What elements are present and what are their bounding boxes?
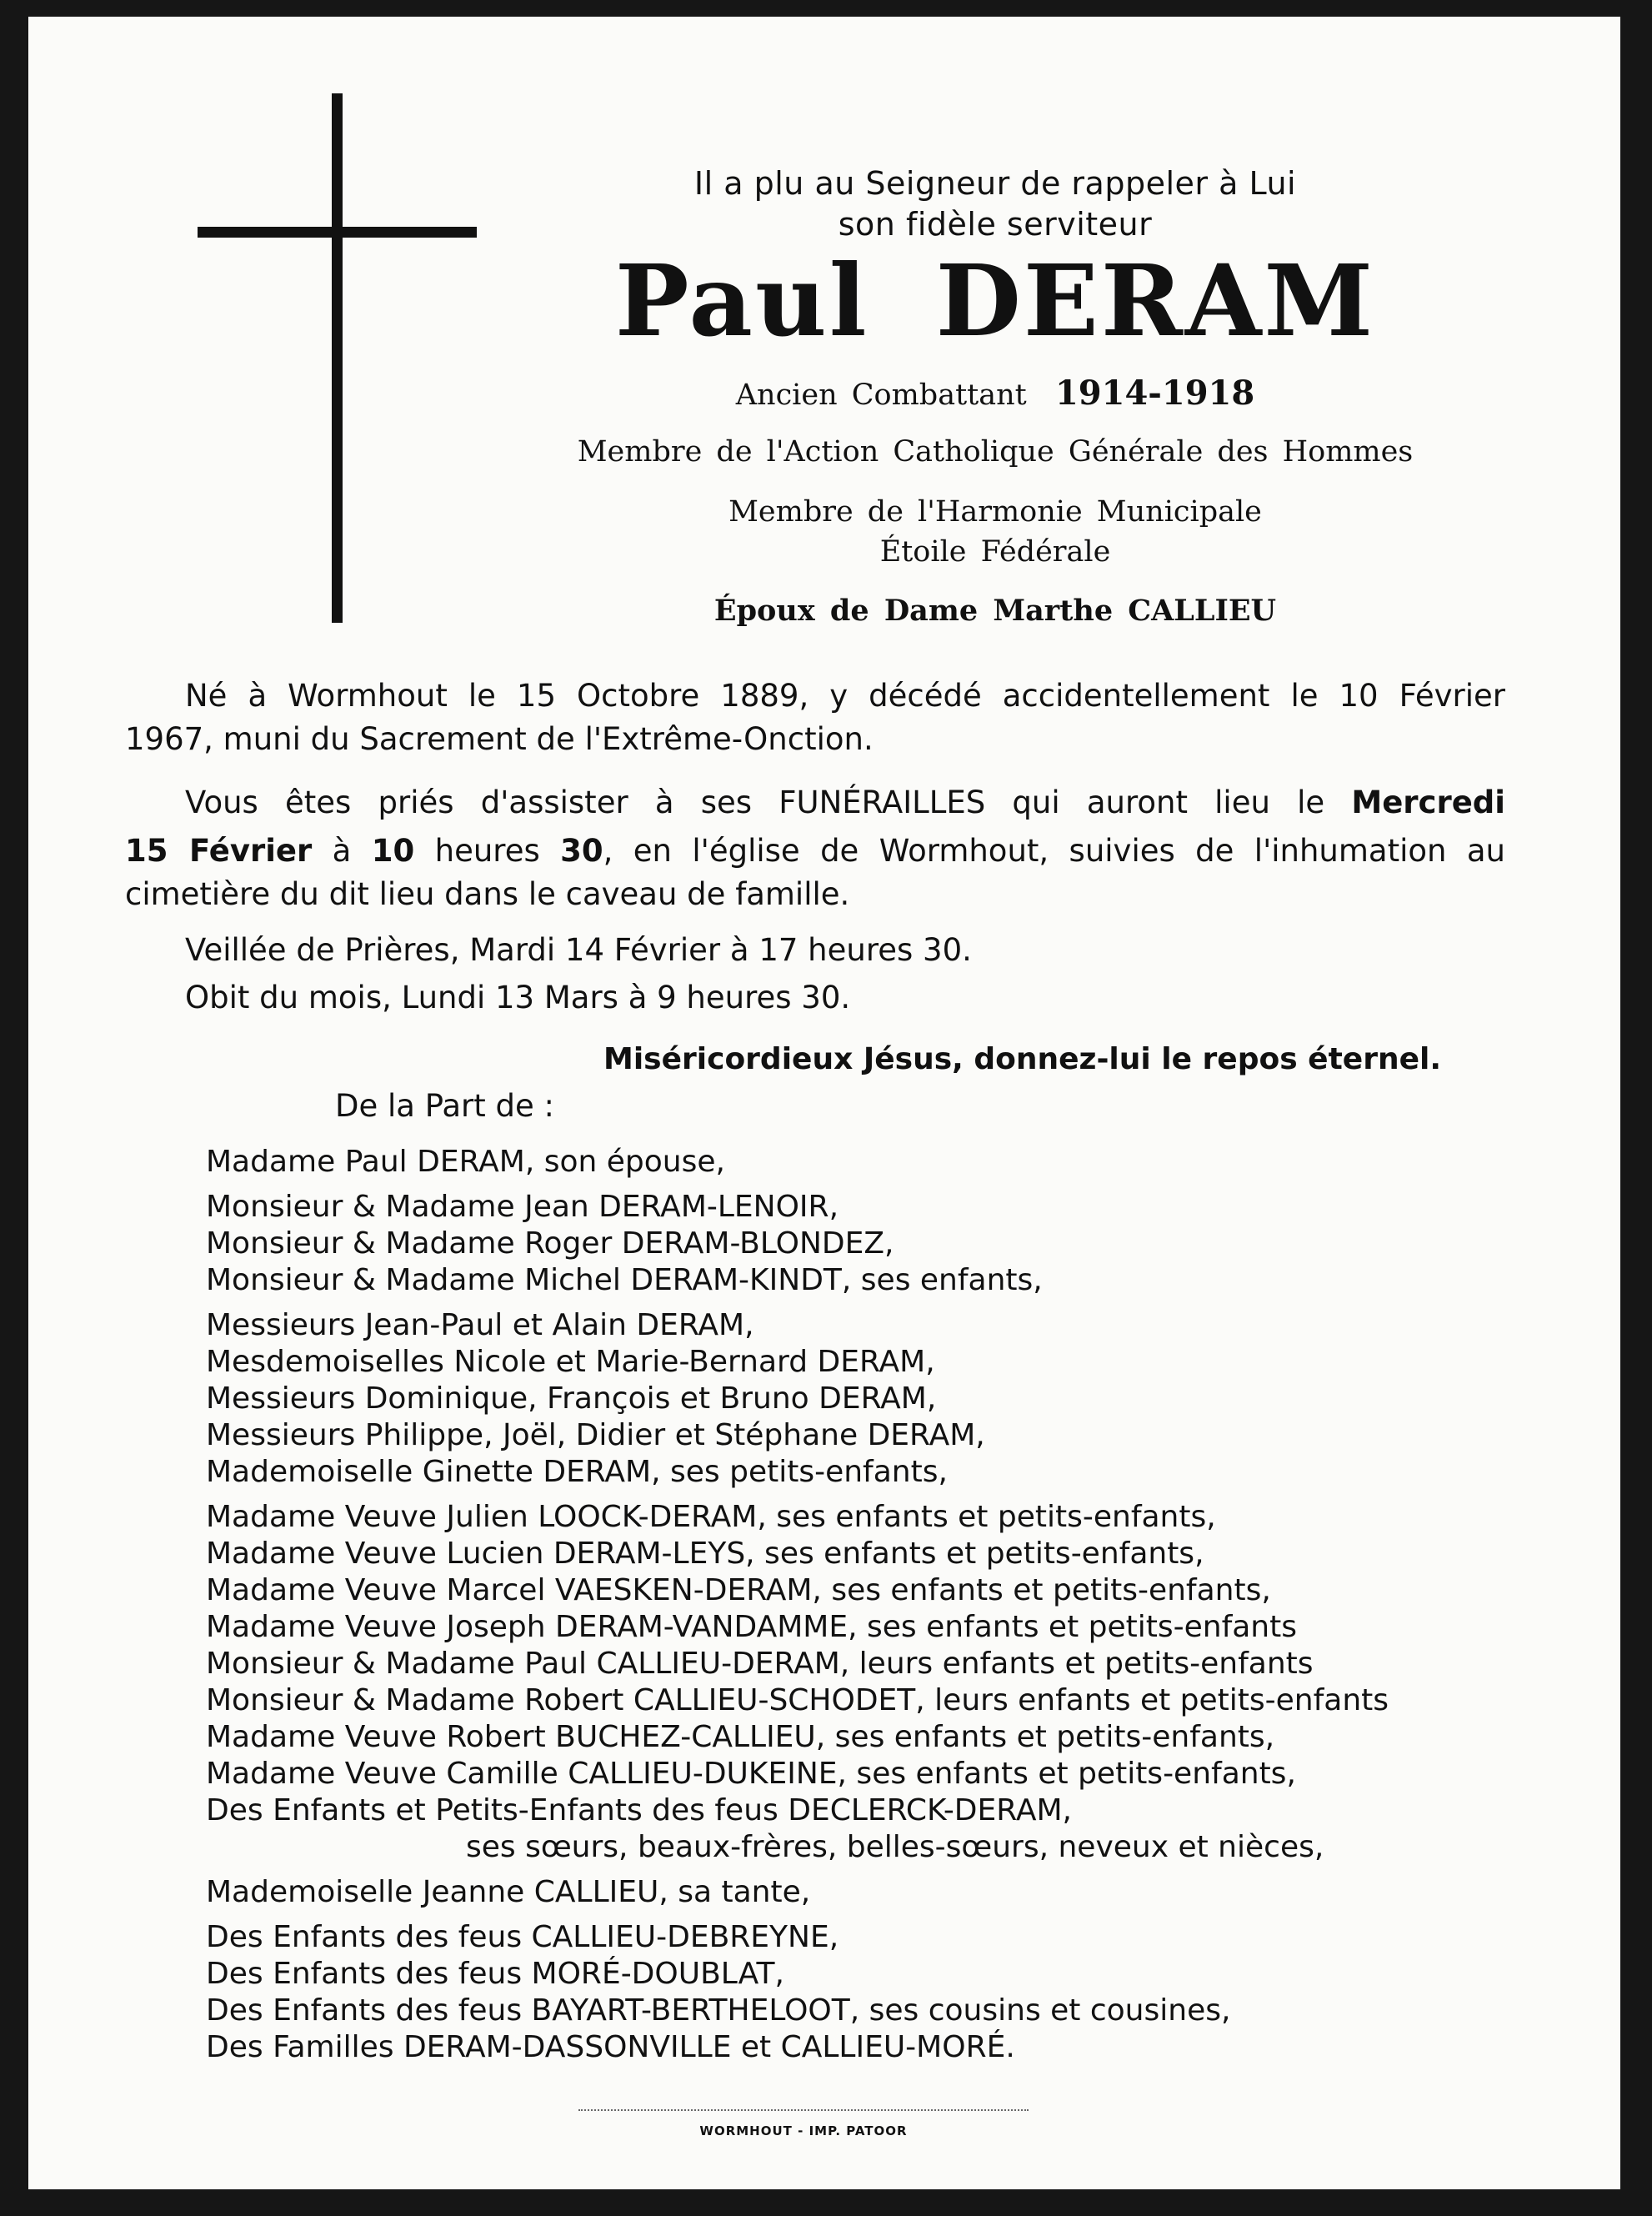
list-item: Messieurs Dominique, François et Bruno DERAM, — [206, 1381, 937, 1416]
obit-line: Obit du mois, Lundi 13 Mars à 9 heures 30. — [185, 980, 851, 1015]
family-list — [206, 1144, 1389, 2074]
list-item: Monsieur & Madame Roger DERAM-BLONDEZ, — [206, 1226, 894, 1261]
list-item: Madame Veuve Camille CALLIEU-DUKEINE, ses enfants et petits-enfants, — [206, 1757, 1296, 1791]
title-veteran: Ancien Combattant 1914-1918 — [735, 374, 1255, 413]
title-action-catholique: Membre de l'Action Catholique Générale des Hommes — [577, 435, 1414, 469]
printer-imprint: WORMHOUT - IMP. PATOOR — [699, 2123, 908, 2138]
obituary-sheet — [28, 17, 1620, 2189]
funeral-line-2: 15 Février à 10 heures 30, en l'église de Wormhout, suivies de l'inhumation au — [125, 833, 1505, 869]
list-item: Madame Veuve Lucien DERAM-LEYS, ses enfants et petits-enfants, — [206, 1537, 1204, 1571]
family-group-grandchildren — [206, 1307, 1389, 1491]
family-group-siblings — [206, 1499, 1389, 1866]
list-item: Des Enfants et Petits-Enfants des feus DECLERCK-DERAM, — [206, 1793, 1072, 1827]
list-item: Monsieur & Madame Michel DERAM-KINDT, ses enfants, — [206, 1263, 1043, 1297]
list-item: Monsieur & Madame Paul CALLIEU-DERAM, leurs enfants et petits-enfants — [206, 1647, 1314, 1681]
list-item: Mademoiselle Jeanne CALLIEU, sa tante, — [206, 1875, 811, 1909]
vigil-line: Veillée de Prières, Mardi 14 Février à 17 heures 30. — [185, 932, 972, 968]
intro-line-1: Il a plu au Seigneur de rappeler à Lui — [693, 165, 1297, 202]
deceased-name — [545, 243, 1445, 358]
list-item: Monsieur & Madame Robert CALLIEU-SCHODET, leurs enfants et petits-enfants — [206, 1683, 1389, 1717]
first-name: Paul — [614, 243, 869, 358]
list-item: Des Enfants des feus MORÉ-DOUBLAT, — [206, 1957, 784, 1991]
cross-icon-bar — [198, 227, 477, 238]
funeral-line-1: Vous êtes priés d'assister à ses FUNÉRAILLES qui auront lieu le Mercredi — [185, 785, 1505, 820]
list-item: Madame Veuve Robert BUCHEZ-CALLIEU, ses enfants et petits-enfants, — [206, 1720, 1275, 1754]
title-etoile: Étoile Fédérale — [879, 535, 1111, 569]
family-group-spouse — [206, 1144, 1389, 1181]
list-item: Messieurs Philippe, Joël, Didier et Stéphane DERAM, — [206, 1418, 985, 1452]
list-item: Messieurs Jean-Paul et Alain DERAM, — [206, 1308, 754, 1342]
title-harmonie: Membre de l'Harmonie Municipale — [728, 495, 1262, 529]
list-item: Mademoiselle Ginette DERAM, ses petits-enfants, — [206, 1455, 948, 1489]
family-group-aunt — [206, 1874, 1389, 1911]
list-item: Des Enfants des feus CALLIEU-DEBREYNE, — [206, 1920, 839, 1954]
funeral-line-3: cimetière du dit lieu dans le caveau de famille. — [125, 876, 850, 912]
list-item: Des Enfants des feus BAYART-BERTHELOOT, ses cousins et cousines, — [206, 1993, 1231, 2028]
list-item: Madame Veuve Julien LOOCK-DERAM, ses enfants et petits-enfants, — [206, 1500, 1216, 1534]
list-item: Monsieur & Madame Jean DERAM-LENOIR, — [206, 1190, 839, 1224]
list-item: ses sœurs, beaux-frères, belles-sœurs, neveux et nièces, — [466, 1830, 1324, 1864]
cross-icon — [332, 93, 343, 623]
family-group-cousins — [206, 1919, 1389, 2066]
family-group-children — [206, 1189, 1389, 1299]
intro-line-2: son fidèle serviteur — [838, 206, 1153, 243]
prayer-line: Miséricordieux Jésus, donnez-lui le repos éternel. — [603, 1042, 1442, 1076]
birth-line-1: Né à Wormhout le 15 Octobre 1889, y décédé accidentellement le 10 Février — [185, 678, 1505, 714]
list-item: Des Familles DERAM-DASSONVILLE et CALLIEU-MORÉ. — [206, 2030, 1015, 2064]
from-line: De la Part de : — [335, 1088, 555, 1124]
list-item: Madame Veuve Joseph DERAM-VANDAMME, ses enfants et petits-enfants — [206, 1610, 1297, 1644]
divider — [578, 2109, 1029, 2111]
list-item: Mesdemoiselles Nicole et Marie-Bernard DERAM, — [206, 1345, 935, 1379]
spouse-line: Époux de Dame Marthe CALLIEU — [713, 594, 1277, 628]
last-name: DERAM — [935, 243, 1376, 358]
list-item: Madame Veuve Marcel VAESKEN-DERAM, ses enfants et petits-enfants, — [206, 1573, 1271, 1607]
birth-line-2: 1967, muni du Sacrement de l'Extrême-Onction. — [125, 721, 874, 757]
list-item: Madame Paul DERAM, son épouse, — [206, 1145, 725, 1179]
